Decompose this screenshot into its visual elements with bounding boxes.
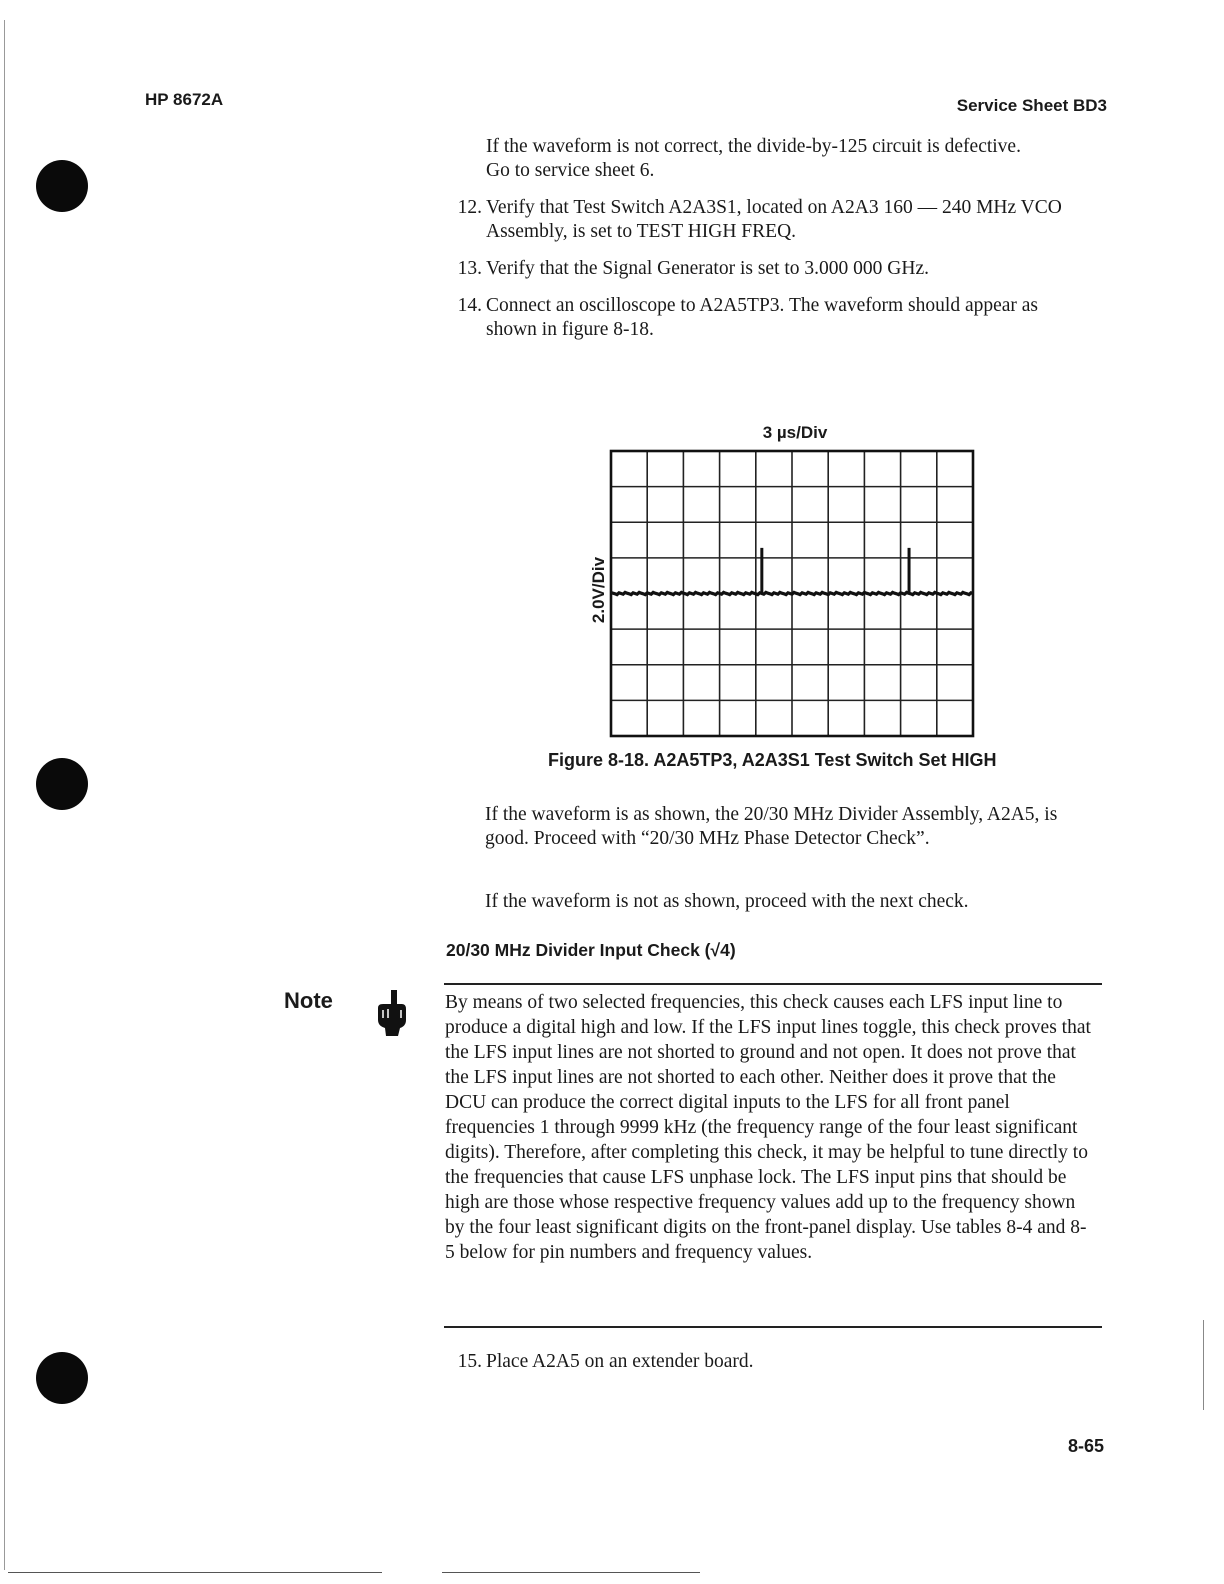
step-text: Connect an oscilloscope to A2A5TP3. The waveform should appear as shown in figure 8-18.	[486, 295, 1039, 340]
figure-caption: Figure 8-18. A2A5TP3, A2A3S1 Test Switch Set HIGH	[548, 750, 997, 770]
volt-scale-label: 2.0V/Div	[589, 556, 608, 624]
note-text: By means of two selected frequencies, this check causes each LFS input line to produce a digital high and low. If the LFS input lines toggle, this check proves that the LFS input lines are not shorted to ground and not open. It does not prove that the LFS input lines are not shorted to each other. Neither does it prove that the DCU can produce the correct digital inputs to the LFS for all front panel frequencies 1 through 9999 kHz (the frequency range of the four least significant digits). Therefore, after completing this check, it may be helpful to tune directly to the frequencies that cause LFS unphase lock. The LFS input pins that should be high are those whose respective frequency values add up to the frequency shown by the four least significant digits on the front-panel display. Use tables 8-4 and 8-5 below for pin numbers and frequency values.	[445, 992, 1091, 1263]
note-label: Note	[284, 988, 333, 1013]
section-heading: 20/30 MHz Divider Input Check (√4)	[446, 940, 736, 960]
waveform-baseline-trace	[611, 592, 973, 594]
step-number: 13.	[457, 258, 482, 279]
step-12	[444, 196, 1084, 246]
intro-paragraph: If the waveform is not correct, the divide-by-125 circuit is defective. Go to service sheet 6.	[486, 136, 1021, 181]
step-15	[444, 1350, 1084, 1376]
punch-hole-middle	[36, 758, 88, 810]
right-margin-line	[1203, 1320, 1204, 1410]
step-13	[444, 257, 1084, 283]
note-top-rule	[444, 983, 1102, 985]
step-text: Place A2A5 on an extender board.	[486, 1351, 754, 1372]
step-number: 15.	[457, 1351, 482, 1372]
step-text: Verify that the Signal Generator is set to 3.000 000 GHz.	[486, 258, 929, 279]
note-bottom-rule	[444, 1326, 1102, 1328]
time-scale-label: 3 µs/Div	[762, 423, 828, 442]
page-number: 8-65	[1067, 1436, 1104, 1456]
left-margin-line	[4, 20, 5, 1570]
pointing-hand-icon	[374, 990, 408, 1036]
step-14	[444, 294, 1084, 344]
oscilloscope-graticule	[608, 448, 978, 740]
step-number: 12.	[457, 197, 482, 218]
footer-rule-left	[8, 1572, 382, 1573]
punch-hole-top	[36, 160, 88, 212]
header-model: HP 8672A	[145, 90, 224, 109]
header-section: Service Sheet BD3	[956, 96, 1107, 115]
punch-hole-bottom	[36, 1352, 88, 1404]
step-number: 14.	[457, 295, 482, 316]
footer-rule-mid	[442, 1572, 700, 1573]
result-paragraph-good: If the waveform is as shown, the 20/30 MHz Divider Assembly, A2A5, is good. Proceed with “20/30 MHz Phase Detector Check”.	[485, 804, 1058, 849]
step-text: Verify that Test Switch A2A3S1, located on A2A3 160 — 240 MHz VCO Assembly, is set to TEST HIGH FREQ.	[486, 197, 1062, 242]
result-paragraph-bad: If the waveform is not as shown, proceed with the next check.	[485, 891, 969, 912]
